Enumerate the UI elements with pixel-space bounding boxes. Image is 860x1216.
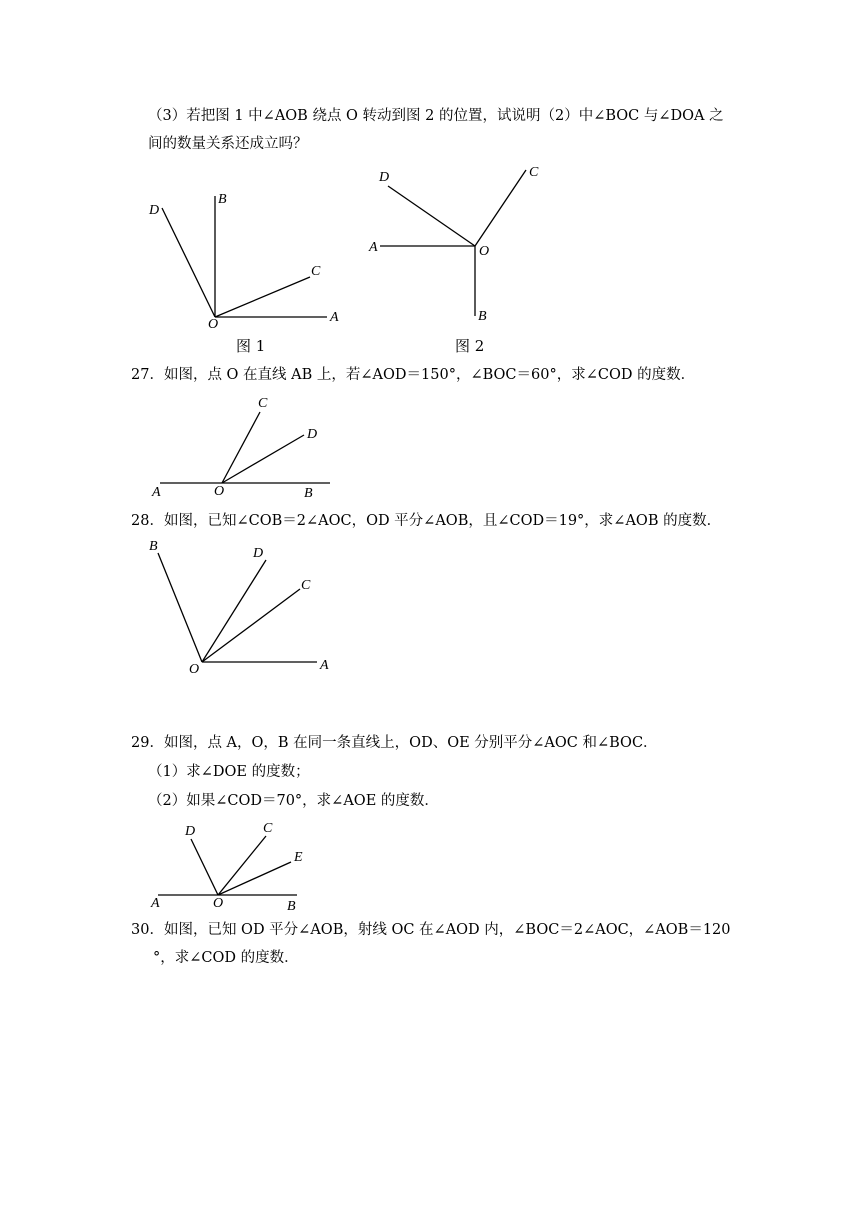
fig27-label-B: B — [304, 486, 313, 501]
fig27-label-A: A — [152, 485, 161, 500]
fig27-label-C: C — [258, 396, 268, 411]
fig2-ray-OD — [388, 186, 475, 246]
fig2-label-D: D — [379, 170, 390, 185]
fig2-label-O: O — [479, 244, 490, 259]
q29-part2: （2）如果∠COD＝70°，求∠AOE 的度数． — [148, 793, 439, 809]
fig1-ray-OD — [162, 208, 215, 317]
fig2-ray-OC — [475, 170, 526, 246]
fig29-label-A: A — [151, 896, 160, 911]
fig29-ray-OC — [218, 836, 266, 895]
q30-line2: °，求∠COD 的度数． — [153, 950, 299, 966]
fig29-ray-OD — [191, 839, 218, 895]
fig28-ray-OD — [202, 560, 266, 662]
fig27-label-O: O — [214, 484, 225, 499]
fig1-label-A: A — [330, 310, 339, 325]
fig2-label-A: A — [369, 240, 378, 255]
q29-part1: （1）求∠DOE 的度数； — [148, 764, 310, 780]
fig1-label-B: B — [218, 192, 227, 207]
fig1-caption: 图 1 — [236, 337, 266, 355]
fig2-label-B: B — [478, 309, 487, 324]
q28-text: 28．如图，已知∠COB＝2∠AOC，OD 平分∠AOB，且∠COD＝19°，求∠AOB 的度数． — [131, 513, 722, 529]
fig2-caption: 图 2 — [455, 337, 485, 355]
fig2-label-C: C — [529, 165, 539, 180]
fig28-ray-OC — [202, 589, 300, 662]
fig27-label-D: D — [307, 427, 318, 442]
q30-line1: 30．如图，已知 OD 平分∠AOB，射线 OC 在∠AOD 内，∠BOC＝2∠AOC，∠AOB＝120 — [131, 922, 731, 938]
fig28-label-C: C — [301, 578, 311, 593]
fig28-label-D: D — [253, 546, 264, 561]
fig1-label-O: O — [208, 317, 219, 332]
q29-text: 29．如图，点 A，O，B 在同一条直线上，OD、OE 分别平分∠AOC 和∠BOC． — [131, 735, 658, 751]
fig1-label-D: D — [149, 203, 160, 218]
fig28-ray-OB — [158, 553, 202, 662]
fig29-label-O: O — [213, 896, 224, 911]
fig29-label-E: E — [294, 850, 303, 865]
fig28-label-O: O — [189, 662, 200, 677]
fig29-ray-OE — [218, 862, 291, 895]
q26-part3-line2: 间的数量关系还成立吗？ — [148, 136, 308, 152]
fig29-label-C: C — [263, 821, 273, 836]
q26-part3-line1: （3）若把图 1 中∠AOB 绕点 O 转动到图 2 的位置，试说明（2）中∠BOC 与∠DOA 之 — [148, 108, 724, 124]
fig28-label-B: B — [149, 539, 158, 554]
fig28-label-A: A — [320, 658, 329, 673]
fig29-label-D: D — [185, 824, 196, 839]
fig1-ray-OC — [215, 277, 310, 317]
q27-text: 27．如图，点 O 在直线 AB 上，若∠AOD＝150°，∠BOC＝60°，求∠COD 的度数． — [131, 367, 696, 383]
fig1-label-C: C — [311, 264, 321, 279]
fig29-label-B: B — [287, 899, 296, 914]
